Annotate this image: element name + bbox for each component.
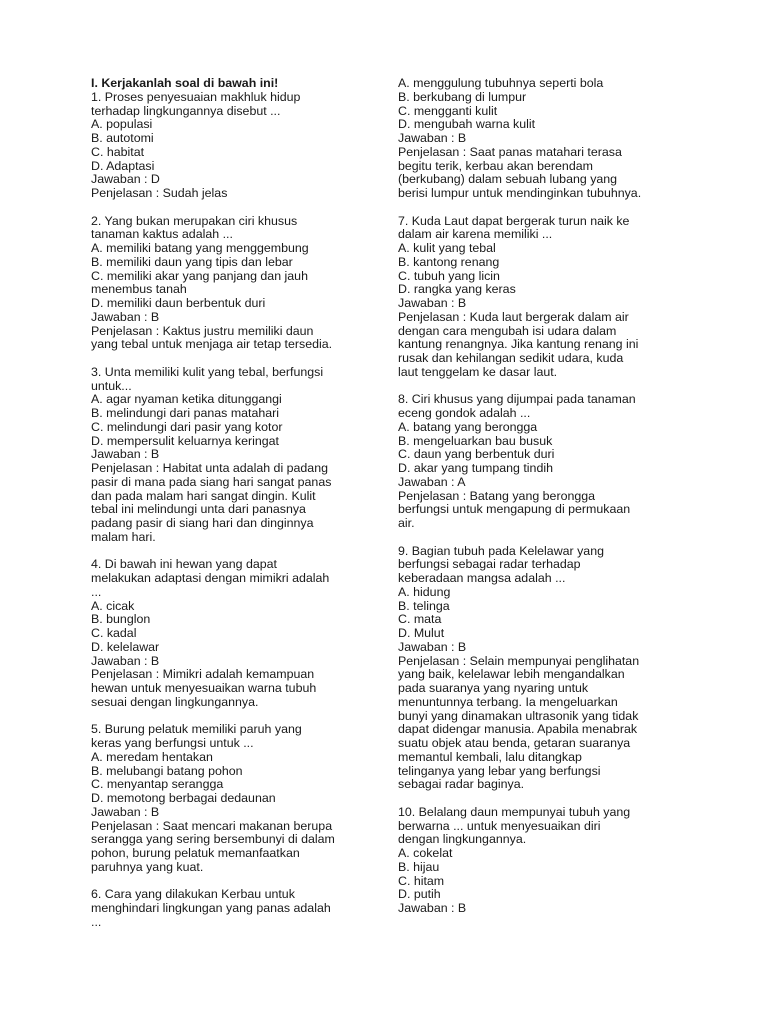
question-line: B. kantong renang	[398, 254, 500, 269]
question-line: Penjelasan : Mimikri adalah kemampuan	[91, 667, 315, 682]
question-block	[91, 215, 381, 353]
question-line: D. kelelawar	[91, 639, 160, 654]
question-line: pada suaranya yang nyaring untuk	[398, 681, 589, 695]
question-line: C. menyantap serangga	[91, 777, 224, 792]
question-line: Penjelasan : Selain mempunyai penglihatan	[398, 653, 640, 668]
question-line: C. kadal	[91, 626, 137, 640]
question-line: berfungsi sebagai radar terhadap	[398, 557, 581, 572]
question-line: B. autotomi	[91, 131, 154, 145]
question-line: menuntunnya terbang. Ia mengeluarkan	[398, 694, 618, 709]
question-line: Penjelasan : Batang yang berongga	[398, 488, 596, 503]
question-line: Jawaban : B	[398, 131, 467, 145]
question-line: untuk...	[91, 378, 132, 393]
question-line: menghindari lingkungan yang panas adalah	[91, 901, 331, 915]
question-line: Jawaban : B	[91, 653, 160, 668]
question-line: hewan untuk menyesuaikan warna tubuh	[91, 681, 317, 695]
question-line: menembus tanah	[91, 282, 187, 297]
question-line: A. meredam hentakan	[91, 749, 213, 764]
question-line: keras yang berfungsi untuk ...	[91, 736, 254, 750]
question-line: dalam air karena memiliki ...	[398, 227, 553, 242]
question-line: B. bunglon	[91, 612, 151, 627]
question-line: begitu terik, kerbau akan berendam	[398, 158, 593, 173]
question-line: dengan lingkungannya.	[398, 832, 527, 847]
question-line: pasir di mana pada siang hari sangat panas	[91, 474, 332, 489]
question-line: A. populasi	[91, 117, 153, 132]
question-line: eceng gondok adalah ...	[398, 406, 531, 420]
question-line: 6. Cara yang dilakukan Kerbau untuk	[91, 887, 295, 902]
question-line: berwarna ... untuk menyesuaikan diri	[398, 818, 601, 833]
right-column	[398, 77, 688, 930]
question-line: laut tenggelam ke dasar laut.	[398, 364, 558, 379]
question-line: B. berkubang di lumpur	[398, 89, 527, 104]
question-line: C. habitat	[91, 144, 145, 159]
question-block	[91, 366, 381, 545]
question-line: dapat didengar manusia. Apabila menabrak	[398, 722, 638, 737]
question-line: A. hidung	[398, 584, 451, 599]
question-line: 3. Unta memiliki kulit yang tebal, berfungsi	[91, 364, 324, 379]
question-line: A. memiliki batang yang menggembung	[91, 241, 309, 255]
question-line: D. Mulut	[398, 626, 445, 640]
question-line: D. akar yang tumpang tindih	[398, 461, 553, 475]
question-line: serangga yang sering bersembunyi di dalam	[91, 832, 335, 847]
question-line: yang baik, kelelawar lebih mengandalkan	[398, 667, 625, 682]
question-block	[398, 215, 688, 380]
question-line: Penjelasan : Sudah jelas	[91, 186, 228, 200]
question-line: berisi lumpur untuk mendinginkan tubuhnya.	[398, 186, 642, 200]
question-line: berfungsi untuk mengapung di permukaan	[398, 502, 631, 517]
question-line: B. telinga	[398, 598, 450, 613]
question-line: sebagai radar baginya.	[398, 777, 525, 792]
question-line: Penjelasan : Saat panas matahari terasa	[398, 144, 622, 159]
question-line: air.	[398, 516, 415, 530]
question-line: C. hitam	[398, 873, 445, 888]
question-line: B. melubangi batang pohon	[91, 763, 243, 778]
question-line: D. rangka yang keras	[398, 282, 516, 297]
question-line: yang tebal untuk menjaga air tetap tersedia.	[91, 337, 333, 352]
question-line: D. memotong berbagai dedaunan	[91, 791, 276, 805]
section-title: I. Kerjakanlah soal di bawah ini!	[91, 76, 279, 90]
question-block	[91, 888, 381, 929]
question-line: terhadap lingkungannya disebut ...	[91, 103, 281, 118]
question-line: D. mempersulit keluarnya keringat	[91, 433, 280, 448]
question-line: melakukan adaptasi dengan mimikri adalah	[91, 571, 330, 585]
question-line: Penjelasan : Kaktus justru memiliki daun	[91, 323, 314, 338]
question-line: (berkubang) dalam sebuah lubang yang	[398, 172, 618, 187]
question-line: kantung renangnya. Jika kantung renang ini	[398, 337, 639, 352]
question-line: Jawaban : B	[398, 639, 467, 654]
question-line: malam hari.	[91, 529, 156, 544]
question-block	[398, 77, 688, 201]
question-line: D. putih	[398, 887, 441, 902]
question-block	[398, 545, 688, 793]
right-question-list	[398, 77, 688, 916]
question-block	[91, 91, 381, 201]
question-line: B. mengeluarkan bau busuk	[398, 433, 553, 448]
question-line: C. mengganti kulit	[398, 103, 498, 118]
question-line: Jawaban : B	[398, 296, 467, 310]
question-line: Jawaban : B	[91, 447, 160, 462]
question-line: bunyi yang dinamakan ultrasonik yang tidak	[398, 708, 639, 723]
question-line: padang pasir di siang hari dan dinginnya	[91, 516, 314, 530]
question-line: C. melindungi dari pasir yang kotor	[91, 419, 283, 434]
left-question-list	[91, 91, 381, 930]
question-line: Penjelasan : Saat mencari makanan berupa	[91, 818, 333, 833]
question-line: B. memiliki daun yang tipis dan lebar	[91, 254, 293, 269]
question-line: A. kulit yang tebal	[398, 241, 496, 255]
question-line: A. agar nyaman ketika ditunggangi	[91, 392, 282, 407]
question-line: 4. Di bawah ini hewan yang dapat	[91, 557, 277, 572]
question-block	[91, 558, 381, 709]
question-line: Penjelasan : Habitat unta adalah di padang	[91, 461, 328, 475]
question-line: Jawaban : B	[91, 309, 160, 324]
question-line: 9. Bagian tubuh pada Kelelawar yang	[398, 543, 604, 558]
question-line: A. menggulung tubuhnya seperti bola	[398, 76, 604, 90]
question-line: Penjelasan : Kuda laut bergerak dalam air	[398, 309, 629, 324]
question-line: Jawaban : D	[91, 172, 160, 187]
question-line: C. mata	[398, 612, 442, 627]
question-line: dan pada malam hari sangat dingin. Kulit	[91, 488, 316, 503]
question-line: tebal ini melindungi unta dari panasnya	[91, 502, 306, 517]
question-line: pohon, burung pelatuk memanfaatkan	[91, 846, 300, 860]
question-line: C. daun yang berbentuk duri	[398, 447, 555, 462]
left-column	[91, 77, 381, 943]
question-line: tanaman kaktus adalah ...	[91, 227, 233, 242]
question-line: Jawaban : A	[398, 474, 466, 489]
question-line: D. memiliki daun berbentuk duri	[91, 296, 266, 310]
question-line: ...	[91, 914, 102, 929]
question-line: B. melindungi dari panas matahari	[91, 406, 280, 420]
question-line: C. tubuh yang licin	[398, 268, 500, 283]
question-line: D. mengubah warna kulit	[398, 117, 536, 132]
question-line: 8. Ciri khusus yang dijumpai pada tanaman	[398, 392, 636, 407]
question-line: A. cokelat	[398, 846, 453, 860]
question-line: rusak dan kehilangan sedikit udara, kuda	[398, 351, 624, 365]
question-line: 1. Proses penyesuaian makhluk hidup	[91, 89, 301, 104]
question-line: 5. Burung pelatuk memiliki paruh yang	[91, 722, 302, 737]
question-line: telinganya yang lebar yang berfungsi	[398, 763, 601, 778]
question-block	[398, 806, 688, 916]
question-line: memantul kembali, lalu ditangkap	[398, 749, 582, 764]
question-line: Jawaban : B	[91, 804, 160, 819]
question-line: Jawaban : B	[398, 901, 467, 915]
question-line: A. batang yang berongga	[398, 419, 538, 434]
question-line: A. cicak	[91, 598, 135, 613]
question-line: ...	[91, 584, 102, 599]
question-block	[398, 393, 688, 531]
question-line: 2. Yang bukan merupakan ciri khusus	[91, 213, 298, 228]
question-line: 7. Kuda Laut dapat bergerak turun naik ke	[398, 213, 630, 228]
question-line: dengan cara mengubah isi udara dalam	[398, 323, 617, 338]
question-line: suatu objek atau benda, getaran suaranya	[398, 736, 631, 750]
question-block	[91, 723, 381, 874]
question-line: C. memiliki akar yang panjang dan jauh	[91, 268, 308, 283]
question-line: 10. Belalang daun mempunyai tubuh yang	[398, 804, 631, 819]
question-line: sesuai dengan lingkungannya.	[91, 694, 259, 709]
question-line: keberadaan mangsa adalah ...	[398, 571, 566, 585]
question-line: B. hijau	[398, 859, 440, 874]
question-line: D. Adaptasi	[91, 158, 155, 173]
question-line: paruhnya yang kuat.	[91, 859, 204, 874]
